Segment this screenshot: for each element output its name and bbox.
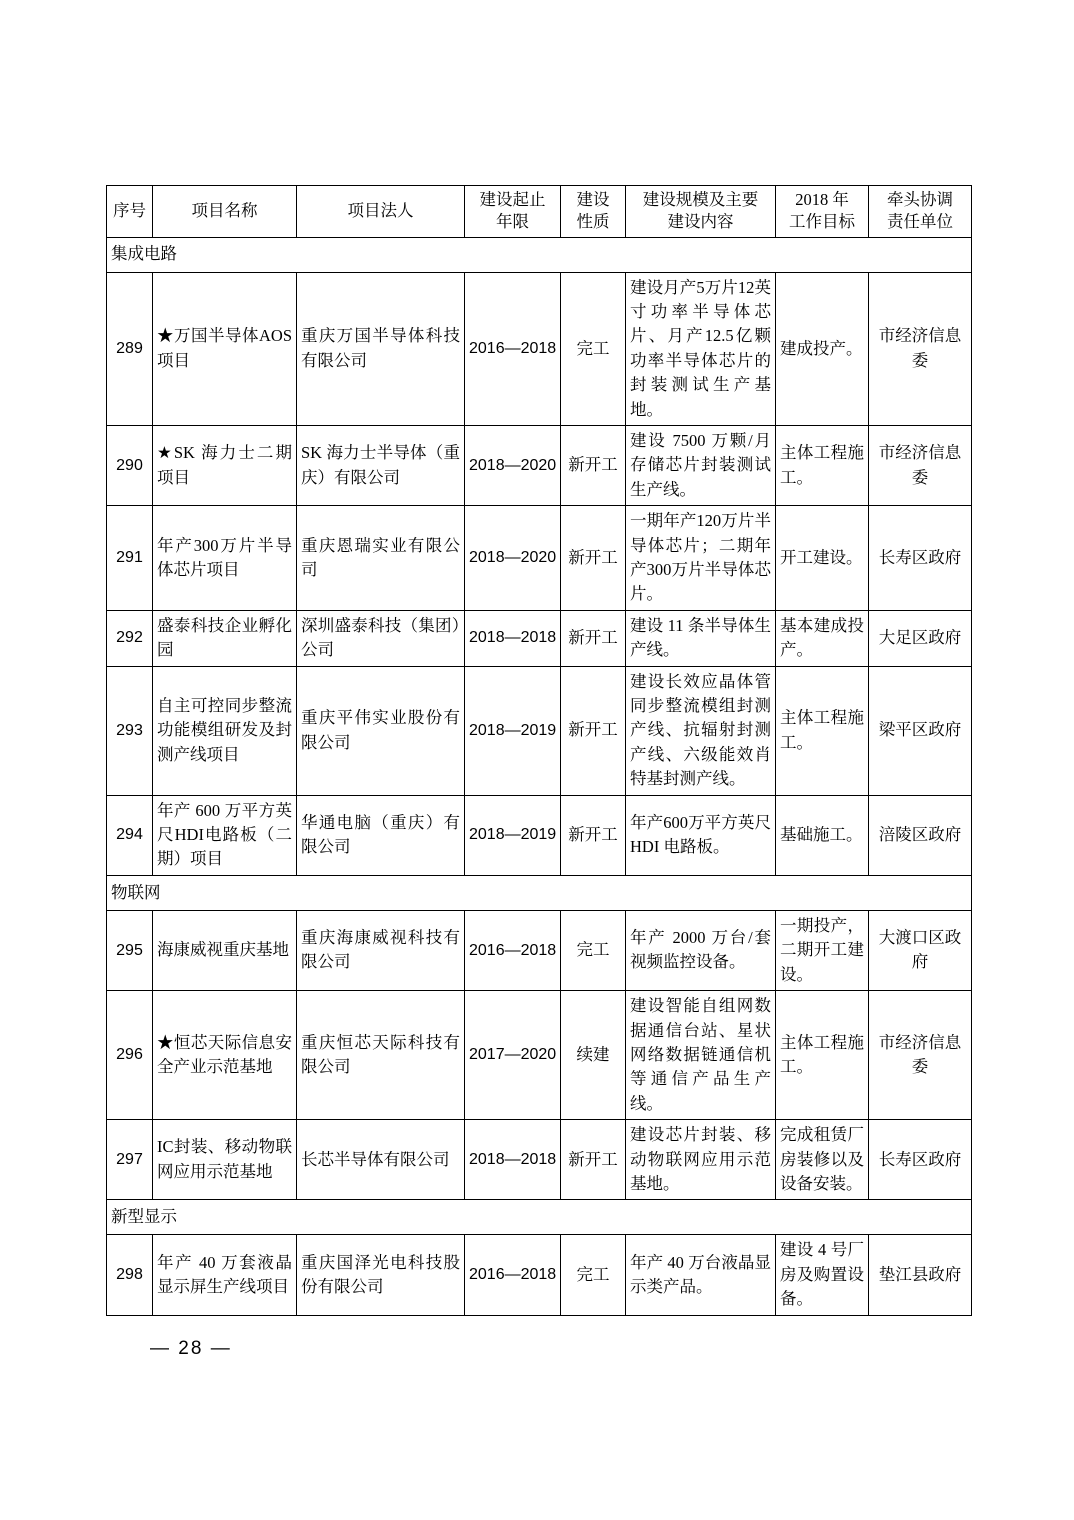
- cell-period: 2016—2018: [465, 910, 561, 990]
- col-header-unit: [869, 186, 972, 238]
- cell-seq: 293: [107, 666, 153, 795]
- table-body: [107, 237, 972, 1315]
- cell-seq: 291: [107, 506, 153, 611]
- cell-goal: 一期投产，二期开工建设。: [776, 910, 869, 990]
- cell-period: 2018—2020: [465, 425, 561, 505]
- cell-goal: 开工建设。: [776, 506, 869, 611]
- cell-scale: 一期年产120万片半导体芯片；二期年产300万片半导体芯片。: [626, 506, 776, 611]
- cell-scale: 年产 2000 万台/套视频监控设备。: [626, 910, 776, 990]
- section-title: 集成电路: [107, 237, 972, 272]
- cell-project-name: 年产 40 万套液晶显示屏生产线项目: [153, 1235, 297, 1315]
- col-header-seq-label: 序号: [113, 201, 146, 221]
- cell-scale: 建设 11 条半导体生产线。: [626, 610, 776, 666]
- table-row: [107, 1235, 972, 1315]
- cell-project-name: 年产300万片半导体芯片项目: [153, 506, 297, 611]
- col-header-goal: [776, 186, 869, 238]
- cell-scale: 年产 40 万台液晶显示类产品。: [626, 1235, 776, 1315]
- col-header-scale-line2: 建设内容: [667, 212, 734, 232]
- cell-seq: 296: [107, 991, 153, 1120]
- cell-goal: 主体工程施工。: [776, 666, 869, 795]
- section-title: 新型显示: [107, 1200, 972, 1235]
- col-header-nature-line1: 建设: [576, 190, 610, 209]
- cell-unit: 涪陵区政府: [869, 795, 972, 875]
- col-header-period: [465, 186, 561, 238]
- cell-project-name: 盛泰科技企业孵化园: [153, 610, 297, 666]
- cell-nature: 新开工: [561, 425, 626, 505]
- cell-nature: 完工: [561, 272, 626, 425]
- cell-project-name: 自主可控同步整流功能模组研发及封测产线项目: [153, 666, 297, 795]
- table-row: [107, 272, 972, 425]
- table-header: [107, 186, 972, 238]
- col-header-scale: [626, 186, 776, 238]
- col-header-project-name-label: 项目名称: [191, 201, 258, 221]
- cell-unit: 市经济信息委: [869, 272, 972, 425]
- cell-goal: 主体工程施工。: [776, 991, 869, 1120]
- col-header-nature: [561, 186, 626, 238]
- cell-period: 2017—2020: [465, 991, 561, 1120]
- cell-scale: 建设长效应晶体管同步整流模组封测产线、抗辐射封测产线、六级能效肖特基封测产线。: [626, 666, 776, 795]
- cell-nature: 续建: [561, 991, 626, 1120]
- cell-period: 2018—2020: [465, 506, 561, 611]
- cell-project-name: ★SK 海力士二期项目: [153, 425, 297, 505]
- cell-period: 2016—2018: [465, 272, 561, 425]
- col-header-unit-line1: 牵头协调: [887, 190, 953, 209]
- cell-nature: 新开工: [561, 1120, 626, 1200]
- col-header-legal-entity-label: 项目法人: [347, 201, 414, 221]
- cell-unit: 长寿区政府: [869, 506, 972, 611]
- section-header-row: [107, 1200, 972, 1235]
- cell-project-name: IC封装、移动物联网应用示范基地: [153, 1120, 297, 1200]
- cell-legal-entity: 长芯半导体有限公司: [297, 1120, 465, 1200]
- table-row: [107, 610, 972, 666]
- cell-period: 2016—2018: [465, 1235, 561, 1315]
- cell-legal-entity: 深圳盛泰科技（集团）公司: [297, 610, 465, 666]
- cell-scale: 建设月产5万片12英寸功率半导体芯片、月产12.5亿颗功率半导体芯片的封装测试生产基地。: [626, 272, 776, 425]
- table-row: [107, 910, 972, 990]
- col-header-seq: [107, 186, 153, 238]
- table-row: [107, 795, 972, 875]
- section-title: 物联网: [107, 875, 972, 910]
- cell-legal-entity: 重庆万国半导体科技有限公司: [297, 272, 465, 425]
- cell-period: 2018—2018: [465, 610, 561, 666]
- project-table-container: [106, 185, 971, 1316]
- col-header-scale-line1: 建设规模及主要: [642, 190, 759, 209]
- col-header-period-line1: 建设起止: [479, 190, 546, 209]
- cell-legal-entity: 重庆平伟实业股份有限公司: [297, 666, 465, 795]
- table-row: [107, 991, 972, 1120]
- cell-nature: 新开工: [561, 610, 626, 666]
- cell-legal-entity: SK 海力士半导体（重庆）有限公司: [297, 425, 465, 505]
- cell-unit: 梁平区政府: [869, 666, 972, 795]
- cell-goal: 基本建成投产。: [776, 610, 869, 666]
- cell-seq: 295: [107, 910, 153, 990]
- cell-goal: 建成投产。: [776, 272, 869, 425]
- col-header-legal-entity: [297, 186, 465, 238]
- project-list-table: [106, 185, 972, 1316]
- cell-unit: 市经济信息委: [869, 425, 972, 505]
- table-header-row: [107, 186, 972, 238]
- cell-seq: 290: [107, 425, 153, 505]
- cell-seq: 298: [107, 1235, 153, 1315]
- cell-seq: 297: [107, 1120, 153, 1200]
- table-row: [107, 506, 972, 611]
- cell-nature: 完工: [561, 910, 626, 990]
- cell-scale: 年产600万平方英尺 HDI 电路板。: [626, 795, 776, 875]
- cell-project-name: 海康威视重庆基地: [153, 910, 297, 990]
- cell-legal-entity: 重庆国泽光电科技股份有限公司: [297, 1235, 465, 1315]
- col-header-project-name: [153, 186, 297, 238]
- cell-seq: 292: [107, 610, 153, 666]
- col-header-goal-line1: 2018 年: [795, 190, 849, 209]
- cell-unit: 市经济信息委: [869, 991, 972, 1120]
- cell-scale: 建设 7500 万颗/月存储芯片封装测试生产线。: [626, 425, 776, 505]
- cell-nature: 新开工: [561, 795, 626, 875]
- cell-unit: 大足区政府: [869, 610, 972, 666]
- cell-period: 2018—2019: [465, 795, 561, 875]
- cell-scale: 建设芯片封装、移动物联网应用示范基地。: [626, 1120, 776, 1200]
- cell-scale: 建设智能自组网数据通信台站、星状网络数据链通信机等通信产品生产线。: [626, 991, 776, 1120]
- cell-unit: 大渡口区政府: [869, 910, 972, 990]
- cell-period: 2018—2019: [465, 666, 561, 795]
- section-header-row: [107, 875, 972, 910]
- cell-project-name: ★恒芯天际信息安全产业示范基地: [153, 991, 297, 1120]
- cell-seq: 294: [107, 795, 153, 875]
- cell-legal-entity: 重庆恩瑞实业有限公司: [297, 506, 465, 611]
- table-row: [107, 666, 972, 795]
- cell-unit: 长寿区政府: [869, 1120, 972, 1200]
- section-header-row: [107, 237, 972, 272]
- cell-project-name: 年产 600 万平方英尺HDI电路板（二期）项目: [153, 795, 297, 875]
- cell-seq: 289: [107, 272, 153, 425]
- cell-legal-entity: 华通电脑（重庆）有限公司: [297, 795, 465, 875]
- cell-legal-entity: 重庆恒芯天际科技有限公司: [297, 991, 465, 1120]
- cell-nature: 完工: [561, 1235, 626, 1315]
- cell-goal: 建设 4 号厂房及购置设备。: [776, 1235, 869, 1315]
- cell-nature: 新开工: [561, 506, 626, 611]
- table-row: [107, 425, 972, 505]
- col-header-period-line2: 年限: [496, 212, 529, 232]
- cell-period: 2018—2018: [465, 1120, 561, 1200]
- cell-legal-entity: 重庆海康威视科技有限公司: [297, 910, 465, 990]
- col-header-unit-line2: 责任单位: [887, 212, 953, 232]
- cell-project-name: ★万国半导体AOS项目: [153, 272, 297, 425]
- table-row: [107, 1120, 972, 1200]
- cell-goal: 基础施工。: [776, 795, 869, 875]
- col-header-goal-line2: 工作目标: [789, 212, 855, 232]
- col-header-nature-line2: 性质: [576, 212, 610, 232]
- cell-goal: 完成租赁厂房装修以及设备安装。: [776, 1120, 869, 1200]
- cell-nature: 新开工: [561, 666, 626, 795]
- cell-unit: 垫江县政府: [869, 1235, 972, 1315]
- page-number: — 28 —: [150, 1338, 232, 1359]
- cell-goal: 主体工程施工。: [776, 425, 869, 505]
